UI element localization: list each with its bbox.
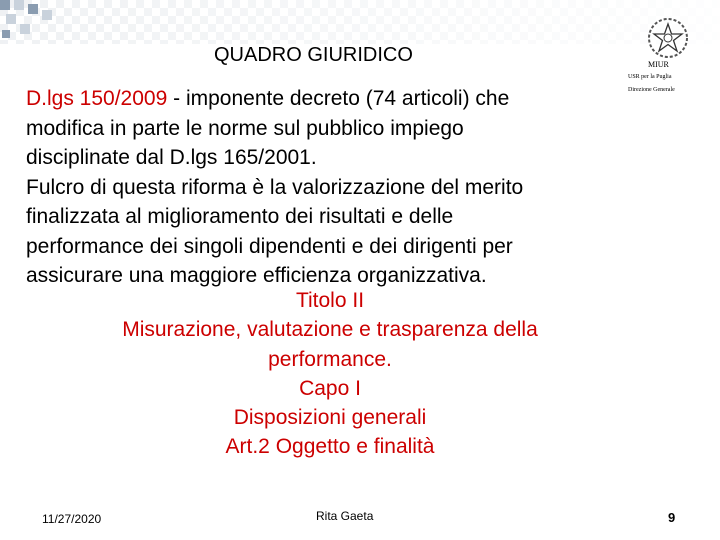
slide-title: QUADRO GIURIDICO [214, 44, 413, 66]
centered-section [40, 286, 620, 462]
corner-decoration [0, 0, 60, 44]
header-checker-pattern [0, 0, 720, 44]
body-line-3: disciplinate dal D.lgs 165/2001. [26, 146, 317, 169]
body-line-1 [26, 84, 616, 114]
body-line-5: finalizzata al miglioramento dei risultati e delle [26, 205, 454, 228]
page-number: 9 [668, 510, 676, 525]
capo-subject: Disposizioni generali [233, 406, 427, 430]
footer-author: Rita Gaeta [316, 509, 374, 523]
org-line-2: Direzione Generale [628, 87, 675, 93]
org-line-1: USR per la Puglia [628, 74, 672, 80]
titolo-subject-line-1: Misurazione, valutazione e trasparenza della [122, 318, 538, 342]
emblem-icon [644, 14, 692, 62]
body-line-7: assicurare una maggiore efficienza organizzativa. [26, 264, 487, 287]
titolo-heading: Titolo II [295, 289, 365, 312]
decree-reference: D.lgs 150/2009 [26, 87, 168, 110]
body-line-6: performance dei singoli dipendenti e dei dirigenti per [26, 234, 513, 258]
body-paragraph [26, 84, 616, 291]
body-line-1-text: - imponente decreto (74 articoli) che [167, 87, 510, 110]
body-line-4: Fulcro di questa riforma è la valorizzazione del merito [26, 175, 524, 199]
article-heading: Art.2 Oggetto e finalità [225, 435, 435, 459]
footer-date: 11/27/2020 [42, 512, 102, 526]
body-line-2: modifica in parte le norme sul pubblico impiego [26, 116, 464, 140]
capo-heading: Capo I [299, 376, 361, 400]
titolo-subject-line-2: performance. [268, 347, 392, 371]
org-label: MIUR [648, 60, 669, 69]
